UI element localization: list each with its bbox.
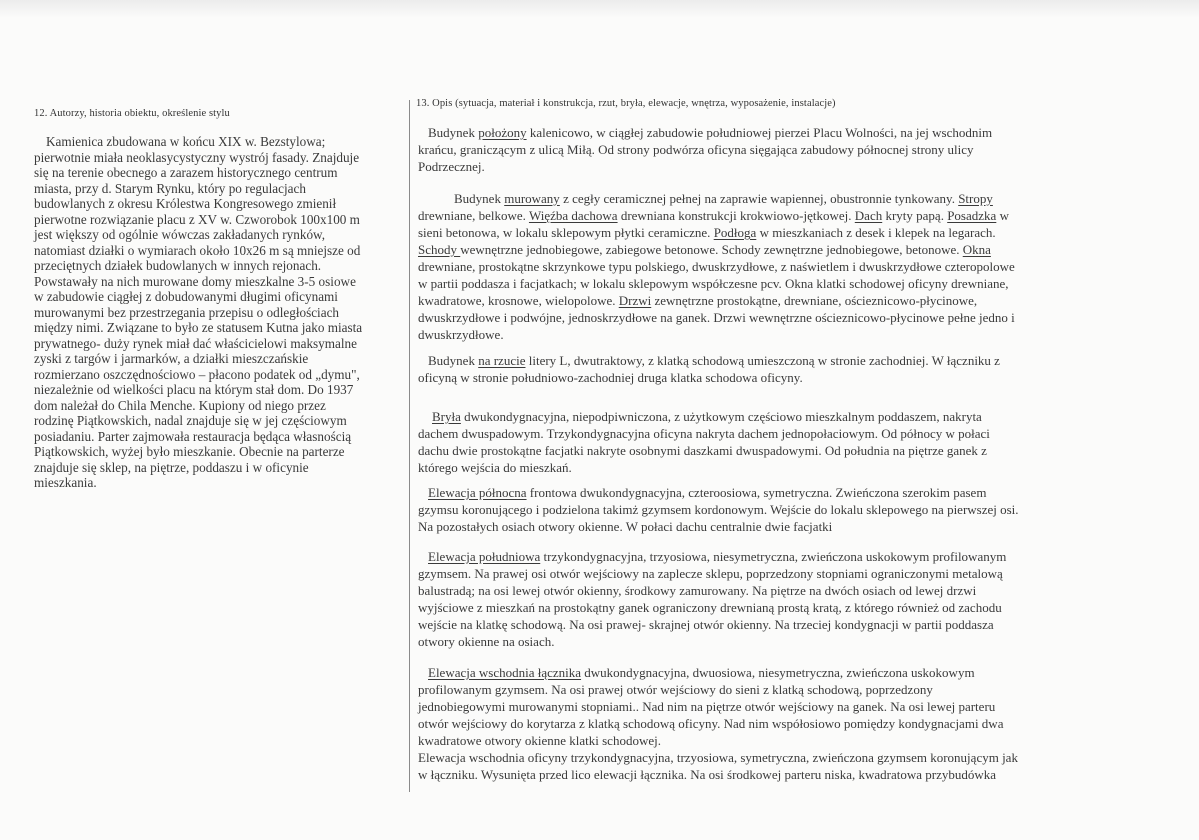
text-line: w łączniku. Wysunięta przed lico elewacji łącznika. Na osi środkowej parteru niska, kwadratowa przybudówka <box>418 767 996 782</box>
text-line: Budynek położony kalenicowo, w ciągłej zabudowie południowej pierzei Placu Wolności, na jej wschodnim <box>428 125 993 140</box>
text-line: otwory okienne na osiach. <box>418 634 555 649</box>
text-line: niezależnie od wielkości placu na którym stał dom. Do 1937 <box>34 382 354 397</box>
underlined-term: położony <box>478 125 527 140</box>
underlined-term: Okna <box>962 242 991 257</box>
text-line: wyjściowe z mieszkań na prostokątny ganek ograniczony drewnianą prostą kratą, z którego również od zachodu <box>418 600 1002 615</box>
text-line: między nimi. Związane to było ze statusem Kutna jako miasta <box>34 320 363 335</box>
text-line: balustradą; na osi lewej otwór okienny, środkowy zamurowany. Na piętrze na dwóch osiach od lewej drzwi <box>418 583 977 598</box>
text-line: mieszkania. <box>34 475 97 490</box>
text-line: gzymsem. Na prawej osi otwór wejściowy na zaplecze sklepu, poprzedzony stopniami ograniczonymi metalową <box>418 566 1003 581</box>
paragraph-south-elevation <box>418 548 1078 650</box>
underlined-term: Elewacja południowa <box>428 549 541 564</box>
text-line: natomiast działki o wymiarach około 10x26 m są mniejsze od <box>34 242 361 258</box>
column-divider <box>409 100 410 792</box>
text-line: murowanymi bez przestrzegania przepisu o odległościach <box>34 304 340 320</box>
underlined-term: Podłoga <box>713 225 757 240</box>
text-line: wejście na klatkę schodową. Na osi prawej- skrajnej otwór okienny. Na trzeciej kondygnacji w partii poddasza <box>418 617 994 632</box>
text-line: budowlanych z okresu Królestwa Kongresowego zmienił <box>34 196 337 211</box>
text-line: znajduje się sklep, na piętrze, poddaszu i w oficynie <box>34 459 309 475</box>
underlined-term: Elewacja wschodnia łącznika <box>428 665 582 680</box>
text-line: prywatnego- duży rynek miał dać właścicielowi maksymalne <box>34 335 357 351</box>
underlined-term: na rzucie <box>478 353 526 368</box>
text-line: Powstawały na nich murowane domy mieszkalne 3-5 osiowe <box>34 273 356 289</box>
text-line: Bryła dwukondygnacyjna, niepodpiwniczona, z użytkowym częściowo mieszkalnym poddaszem, nakryta <box>432 409 982 424</box>
text-line: Elewacja południowa trzykondygnacyjna, trzyosiowa, niesymetryczna, zwieńczona uskokowym profilowanym <box>428 549 1007 564</box>
paragraph-north-elevation <box>418 484 1078 535</box>
underlined-term: Bryła <box>432 409 461 424</box>
paragraph-east-elevation <box>418 664 1078 783</box>
text-line: zyski z targów i jarmarków, a działki mieszczańskie <box>34 351 309 366</box>
text-line: Na pozostałych osiach otwory okienne. W połaci dachu centralnie dwie facjatki <box>418 519 833 534</box>
text-line: Budynek murowany z cegły ceramicznej pełnej na zaprawie wapiennej, obustronnie tynkowany. Stropy <box>454 191 993 206</box>
paragraph-massing <box>418 408 1078 476</box>
text-line: dwuskrzydłowe. <box>418 327 504 342</box>
text-line: kwadratowe otwory okienne klatki schodowej. <box>418 733 661 748</box>
text-line: rodzinę Piątkowskich, nadal znajduje się w jej częściowym <box>34 413 347 428</box>
section-13-heading: 13. Opis (sytuacja, materiał i konstrukcja, rzut, bryła, elewacje, wnętrza, wyposażenie, instalacje) <box>416 98 836 109</box>
paragraph-plan <box>418 352 1078 386</box>
text-line: Piątkowskich, wyżej było mieszkanie. Obecnie na parterze <box>34 444 345 459</box>
section-12-text <box>34 134 386 491</box>
underlined-term: Stropy <box>958 191 993 206</box>
text-line: Podrzecznej. <box>418 159 485 174</box>
text-line: drewniane, belkowe. Więźba dachowa drewniana konstrukcji krokwiowo-jętkowej. Dach kryty papą. Posadzka w <box>418 208 1009 223</box>
text-line: Elewacja północna frontowa dwukondygnacyjna, czteroosiowa, symetryczna. Zwieńczona szerokim pasem <box>428 485 987 500</box>
text-line: dachem dwuspadowym. Trzykondygnacyjna oficyna nakryta dachem jednopołaciowym. Od północy w połaci <box>418 426 990 441</box>
text-line: w partii poddasza i facjatkach; w lokalu sklepowym współczesne pcv. Okna klatki schodowej oficyny drewniane, <box>418 276 1009 291</box>
text-line: jest większy od ogólnie wówczas zakładanych rynków, <box>34 227 326 242</box>
paragraph-location <box>418 124 1078 175</box>
section-12-heading: 12. Autorzy, historia obiektu, określenie stylu <box>34 108 230 119</box>
text-line: profilowanym gzymsem. Na osi prawej otwór wejściowy do sieni z klatką schodową, poprzedzony <box>418 682 933 697</box>
text-line: w zabudowie ciągłej z dobudowanymi długimi oficynami <box>34 289 338 304</box>
underlined-term: Więźba dachowa <box>528 208 618 223</box>
scan-top-edge <box>0 0 1199 18</box>
text-line: krańcu, graniczącym z ulicą Miłą. Od strony podwórza oficyna sięgająca zabudowy północnej strony ulicy <box>418 142 974 157</box>
underlined-term: Drzwi <box>618 293 652 308</box>
underlined-term: Posadzka <box>947 208 997 223</box>
text-line: którego wejścia do mieszkań. <box>418 460 572 475</box>
text-line: posiadaniu. Parter zajmowała restauracja będąca własnością <box>34 428 352 444</box>
text-line: dachu dwie prostokątne facjatki nakryte osobnymi daszkami dwuspadowymi. Od południa na piętrze ganek z <box>418 443 987 458</box>
text-line: rozmierzano oszczędnościowo – płacono podatek od „dymu", <box>34 366 360 382</box>
text-line: jednobiegowymi murowanymi stopniami.. Nad nim na piętrze otwór wejściowy na ganek. Na osi lewej parteru <box>418 699 996 714</box>
underlined-term: murowany <box>504 191 560 206</box>
underlined-term: Elewacja północna <box>428 485 527 500</box>
text-line: miasta, przy d. Starym Rynku, który po regulacjach <box>34 180 306 196</box>
paragraph-materials <box>418 190 1078 343</box>
text-line: gzymsu koronującego i podzielona takimż gzymsem kordonowym. Wejście do lokalu sklepowego na pierwszej osi. <box>418 502 1019 517</box>
underlined-term: Dach <box>854 208 883 223</box>
text-line: Elewacja wschodnia oficyny trzykondygnacyjna, trzyosiowa, symetryczna, zwieńczona gzymsem koronującym jak <box>418 750 1018 765</box>
text-line: się na terenie obecnego a zarazem historycznego centrum <box>34 165 338 180</box>
text-line: przeciętnych działek budowlanych w innych rejonach. <box>34 258 322 273</box>
text-line: Budynek na rzucie litery L, dwutraktowy, z klatką schodową umieszczoną w stronie zachodniej. W łączniku z <box>428 353 1000 368</box>
text-line: dwuskrzydłowe i podwójne, jednoskrzydłowe na ganek. Drzwi wewnętrzne ościeznicowo-płycinowe pełne jedno i <box>418 310 1015 325</box>
text-line: pierwotnie miała neoklasycystyczny wystrój fasady. Znajduje <box>34 149 360 165</box>
underlined-term: Schody <box>418 242 461 257</box>
text-line: kwadratowe, krosnowe, wielopolowe. Drzwi zewnętrzne prostokątne, drewniane, ościeznicowo-płycinowe, <box>418 293 978 308</box>
text-line: Elewacja wschodnia łącznika dwukondygnacyjna, dwuosiowa, niesymetryczna, zwieńczona uskokowym <box>428 665 975 680</box>
text-line: dom należał do Chila Menche. Kupiony od niego przez <box>34 397 326 413</box>
text-line: oficyną w stronie południowo-zachodniej druga klatka schodowa oficyny. <box>418 370 803 385</box>
text-line: Kamienica zbudowana w końcu XIX w. Bezstylowa; <box>46 134 326 149</box>
text-line: pierwotne rozwiązanie placu z XV w. Czworobok 100x100 m <box>34 211 360 227</box>
text-line: Schody wewnętrzne jednobiegowe, zabiegowe betonowe. Schody zewnętrzne jednobiegowe, betonowe. Okna <box>418 242 991 257</box>
text-line: sieni betonowa, w lokalu sklepowym płytki ceramiczne. Podłoga w mieszkaniach z desek i klepek na legarach. <box>418 225 996 240</box>
text-line: drewniane, prostokątne skrzynkowe typu polskiego, dwuskrzydłowe, z naświetlem i dwuskrzydłowe czteropolowe <box>418 259 1015 274</box>
text-line: otwór wejściowy do korytarza z klatką schodową oficyny. Nad nim współosiowo pomiędzy kondygnacjami dwa <box>418 716 1004 731</box>
